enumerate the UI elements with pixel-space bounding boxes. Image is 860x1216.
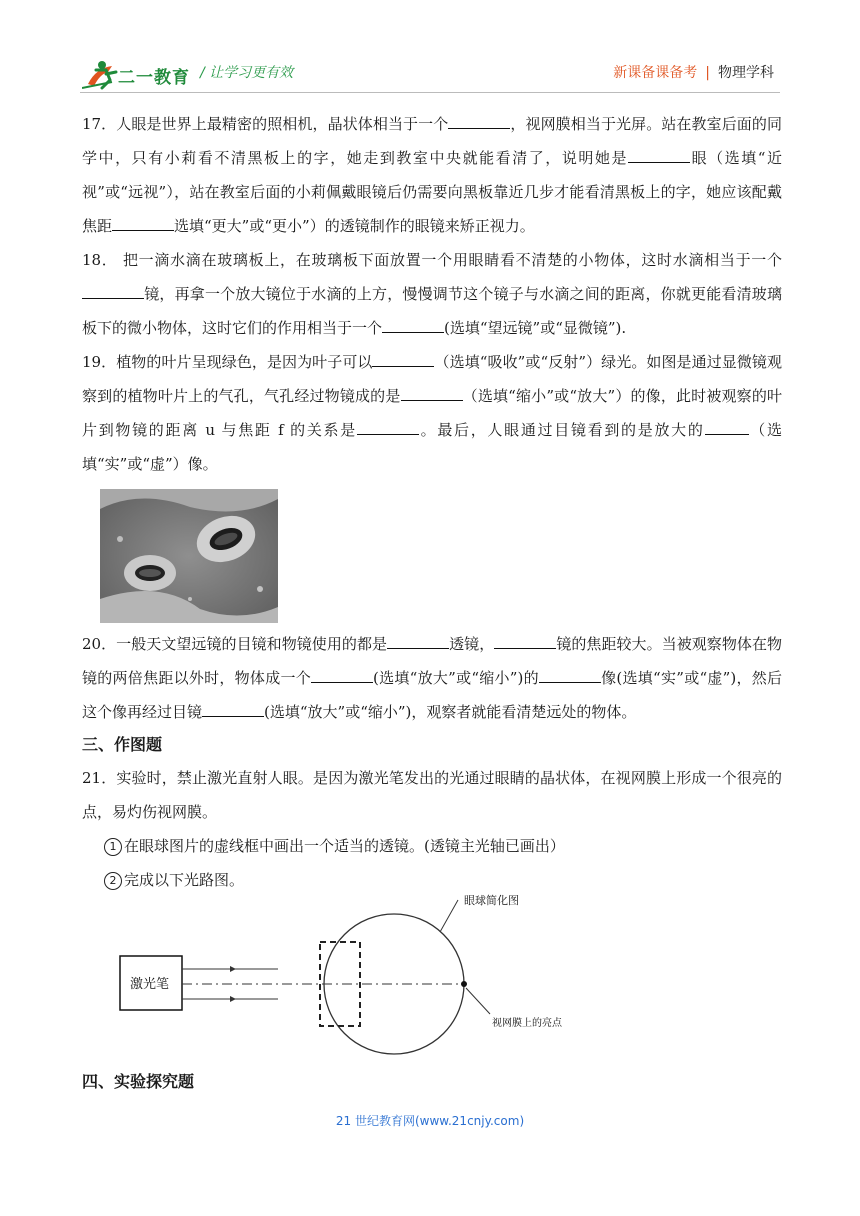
answer-blank[interactable] [82,284,144,299]
answer-blank[interactable] [202,702,264,717]
eye-label: 眼球简化图 [464,894,519,907]
retina-label-leader [466,988,490,1014]
question-21-sub-2: 2 完成以下光路图。 [104,863,782,897]
answer-blank[interactable] [357,420,419,435]
arrow-bottom [230,996,236,1002]
answer-blank[interactable] [705,420,749,435]
question-19: 19．植物的叶片呈现绿色，是因为叶子可以 （选填“吸收”或“反射”）绿光。如图是通过显微镜观察到的植物叶片上的气孔，气孔经过物镜成的是 （选填“缩小”或“放大”）的像，此时被观察的叶片到物镜的距离 u 与焦距 f 的关系是 。最后，人眼通过目镜看到的是放大的 （选填“实”或“虚”）像。 [82,353,782,473]
question-18: 18． 把一滴水滴在玻璃板上，在玻璃板下面放置一个用眼睛看不清楚的小物体，这时水滴相当于一个镜，再拿一个放大镜位于水滴的上方，慢慢调节这个镜子与水滴之间的距离，你就更能看清玻璃板下的微小物体，这时它们的作用相当于一个 (选填“望远镜”或“显微镜”). [82,251,782,337]
answer-blank[interactable] [539,668,601,683]
page-header [0,0,860,100]
retina-label: 视网膜上的亮点 [492,1018,562,1029]
question-17: 17．人眼是世界上最精密的照相机，晶状体相当于一个 ，视网膜相当于光屏。站在教室后面的同学中，只有小莉看不清黑板上的字，她走到教室中央就能看清了，说明她是 眼（选填“近视”或“远视”），站在教室后面的小莉佩戴眼镜后仍需要向黑板靠近几步才能看清黑板上的字，她应该配戴焦距 选填“更大”或“更小”）的透镜制作的眼镜来矫正视力。 [82,115,782,235]
circled-number-2: 2 [104,872,122,890]
laser-pen-label: 激光笔 [130,977,170,992]
header-right [613,62,774,82]
answer-blank[interactable] [494,634,556,649]
section-3-title: 三、作图题 [82,735,163,754]
page-footer[interactable]: 21 世纪教育网(www.21cnjy.com) [335,1114,525,1128]
page-content [82,107,782,897]
header-subject-label: 物理学科 [718,65,774,81]
answer-blank[interactable] [387,634,449,649]
answer-blank[interactable] [382,318,444,333]
header-course-label: 新课备课备考 [613,65,698,81]
arrow-top [230,966,236,972]
slogan: / 让学习更有效 [200,65,294,81]
answer-blank[interactable] [448,114,510,129]
answer-blank[interactable] [311,668,373,683]
answer-blank[interactable] [112,216,174,231]
question-21: 21．实验时，禁止激光直射人眼。是因为激光笔发出的光通过眼睛的晶状体，在视网膜上形成一个很亮的点，易灼伤视网膜。 [82,769,782,821]
answer-blank[interactable] [401,386,463,401]
section-4-title: 四、实验探究题 [82,1072,195,1091]
eye-diagram [118,880,588,1060]
retina-bright-spot [461,981,467,987]
question-21-sub-1: 1 在眼球图片的虚线框中画出一个适当的透镜。(透镜主光轴已画出） [104,829,782,863]
eye-label-leader [440,900,458,932]
header-divider [80,92,780,93]
logo-text: 二一教育 [118,68,190,88]
header-separator: | [705,65,710,81]
leaf-stomata-micrograph [100,489,278,623]
answer-blank[interactable] [628,148,690,163]
question-20: 20．一般天文望远镜的目镜和物镜使用的都是 透镜， 镜的焦距较大。当被观察物体在物镜的两倍焦距以外时，物体成一个 (选填“放大”或“缩小”)的 像(选填“实”或“虚”)，然后这个像再经过目镜 (选填“放大”或“缩小”)，观察者就能看清楚远处的物体。 [82,635,782,721]
circled-number-1: 1 [104,838,122,856]
answer-blank[interactable] [372,352,434,367]
